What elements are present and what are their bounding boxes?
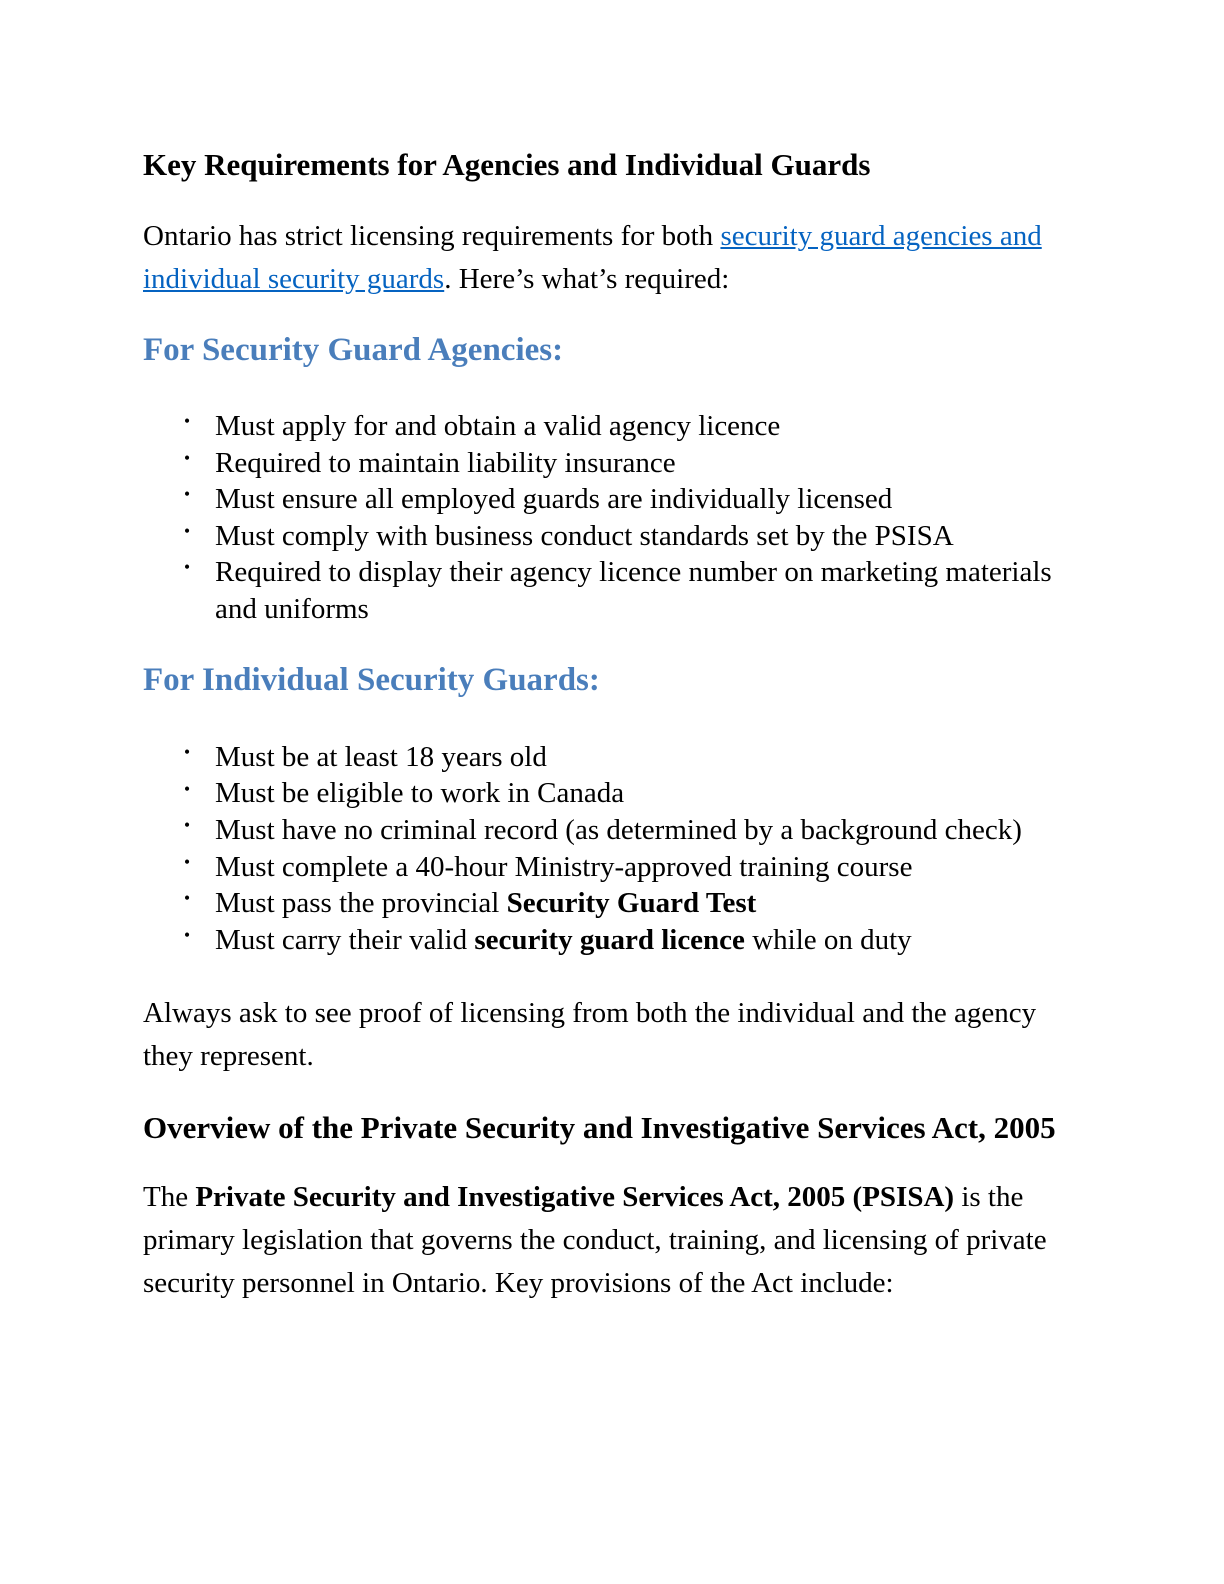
intro-text-pre: Ontario has strict licensing requirements for both — [143, 219, 721, 252]
guards-requirements-list — [143, 739, 1078, 958]
list-item: • Must have no criminal record (as determined by a background check) — [215, 812, 1078, 849]
list-item — [215, 922, 1078, 959]
list-item: • Must comply with business conduct standards set by the PSISA — [215, 518, 1078, 555]
list-item: • Required to maintain liability insurance — [215, 445, 1078, 482]
list-item-text: Must pass the provincial — [215, 887, 507, 920]
security-guard-test-emphasis: Security Guard Test — [506, 887, 757, 920]
list-item: • Must complete a 40-hour Ministry-approved training course — [215, 849, 1078, 886]
closing-paragraph: Always ask to see proof of licensing from both the individual and the agency they represent. — [143, 997, 1037, 1073]
list-item: • Must be at least 18 years old — [215, 739, 1078, 776]
heading-individual-security-guards: For Individual Security Guards: — [143, 662, 600, 699]
document-title: Key Requirements for Agencies and Individual Guards — [143, 147, 871, 182]
heading-security-guard-agencies: For Security Guard Agencies: — [143, 331, 564, 368]
intro-text-post: . Here’s what’s required: — [444, 262, 730, 295]
agencies-requirements-list — [143, 408, 1078, 627]
intro-paragraph — [143, 215, 1078, 301]
list-item: • Must apply for and obtain a valid agency licence — [215, 408, 1078, 445]
list-item — [215, 885, 1078, 922]
list-item: • Must ensure all employed guards are individually licensed — [215, 481, 1078, 518]
overview-paragraph — [143, 1176, 1078, 1305]
licensing-requirements-link[interactable]: security guard agencies and individual security guards — [143, 219, 1042, 295]
psisa-act-emphasis: Private Security and Investigative Services Act, 2005 (PSISA) — [195, 1181, 955, 1214]
security-guard-licence-emphasis: security guard licence — [474, 923, 745, 956]
list-item-text: Must carry their valid — [215, 923, 475, 956]
list-item: • Must be eligible to work in Canada — [215, 775, 1078, 812]
list-item-text: while on duty — [744, 923, 912, 956]
overview-section-heading: Overview of the Private Security and Investigative Services Act, 2005 — [143, 1109, 1056, 1145]
overview-text-pre: The — [143, 1181, 196, 1214]
overview-text-post: is the primary legislation that governs the conduct, training, and licensing of private security personnel in Ontario. Key provisions of the Act include: — [143, 1181, 1047, 1300]
list-item: • Required to display their agency licence number on marketing materials and uniforms — [215, 554, 1078, 627]
